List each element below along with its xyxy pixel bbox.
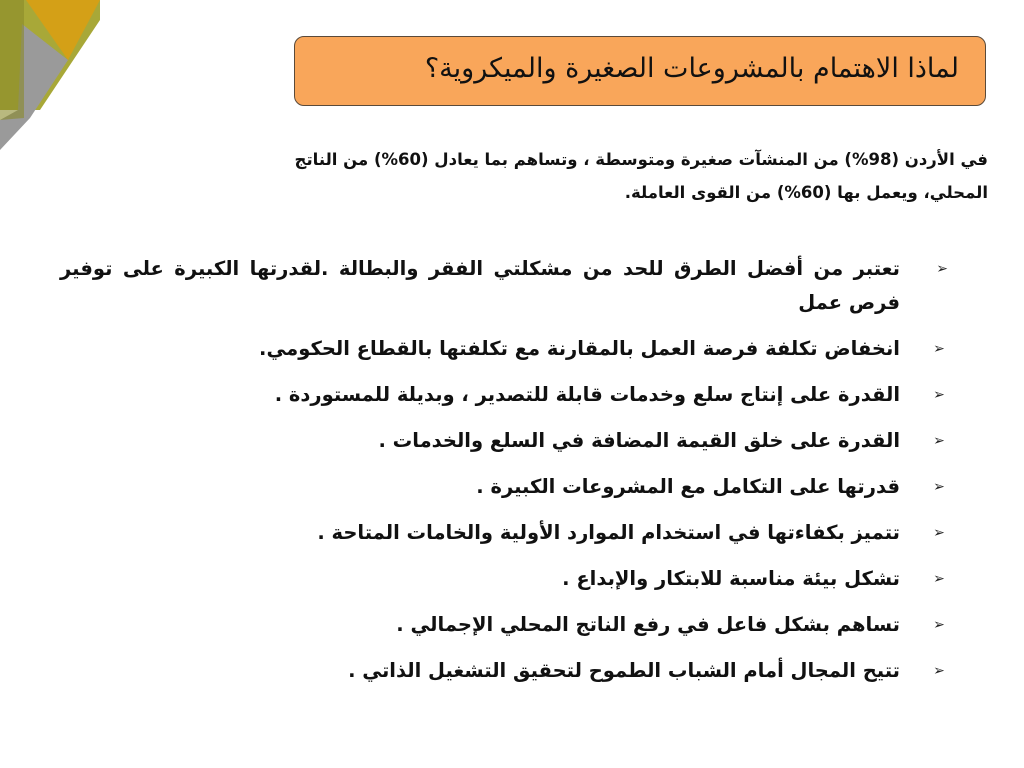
intro-line-1: في الأردن (98%) من المنشآت صغيرة ومتوسطة ، وتساهم بما يعادل (60%) من الناتج [294, 150, 988, 169]
bullet-item [60, 516, 960, 550]
arrowhead-bullet-icon: ➢ [933, 479, 945, 495]
bullet-list [60, 252, 960, 700]
corner-decoration [0, 0, 110, 150]
arrowhead-bullet-icon: ➢ [933, 341, 945, 357]
bullet-item [60, 378, 960, 412]
arrowhead-bullet-icon: ➢ [933, 387, 945, 403]
bullet-item [60, 424, 960, 458]
bullet-text: قدرتها على التكامل مع المشروعات الكبيرة . [476, 475, 900, 498]
bullet-text: تعتبر من أفضل الطرق للحد من مشكلتي الفقر والبطالة .لقدرتها الكبيرة على توفير فرص عمل [60, 257, 900, 314]
slide-title-box [294, 36, 986, 106]
bullet-text: تشكل بيئة مناسبة للابتكار والإبداع . [562, 567, 900, 590]
bullet-text: تتيح المجال أمام الشباب الطموح لتحقيق التشغيل الذاتي . [348, 659, 900, 682]
arrowhead-bullet-icon: ➢ [933, 525, 945, 541]
intro-paragraph [66, 143, 988, 209]
intro-line-2: المحلي، ويعمل بها (60%) من القوى العاملة. [624, 183, 988, 202]
bullet-item [60, 608, 960, 642]
bullet-item [60, 654, 960, 688]
bullet-text: انخفاض تكلفة فرصة العمل بالمقارنة مع تكلفتها بالقطاع الحكومي. [259, 337, 900, 360]
bullet-text: تساهم بشكل فاعل في رفع الناتج المحلي الإجمالي . [396, 613, 900, 636]
bullet-item [60, 252, 960, 320]
bullet-text: القدرة على خلق القيمة المضافة في السلع والخدمات . [378, 429, 900, 452]
arrowhead-bullet-icon: ➢ [933, 617, 945, 633]
bullet-item [60, 562, 960, 596]
slide-title: لماذا الاهتمام بالمشروعات الصغيرة والميكروية؟ [424, 53, 959, 84]
bullet-text: القدرة على إنتاج سلع وخدمات قابلة للتصدير ، وبديلة للمستوردة . [274, 383, 900, 406]
arrowhead-bullet-icon: ➢ [933, 571, 945, 587]
bullet-item [60, 332, 960, 366]
bullet-item [60, 470, 960, 504]
arrowhead-bullet-icon: ➢ [936, 261, 948, 277]
arrowhead-bullet-icon: ➢ [933, 433, 945, 449]
arrowhead-bullet-icon: ➢ [933, 663, 945, 679]
bullet-text: تتميز بكفاءتها في استخدام الموارد الأولية والخامات المتاحة . [317, 521, 900, 544]
